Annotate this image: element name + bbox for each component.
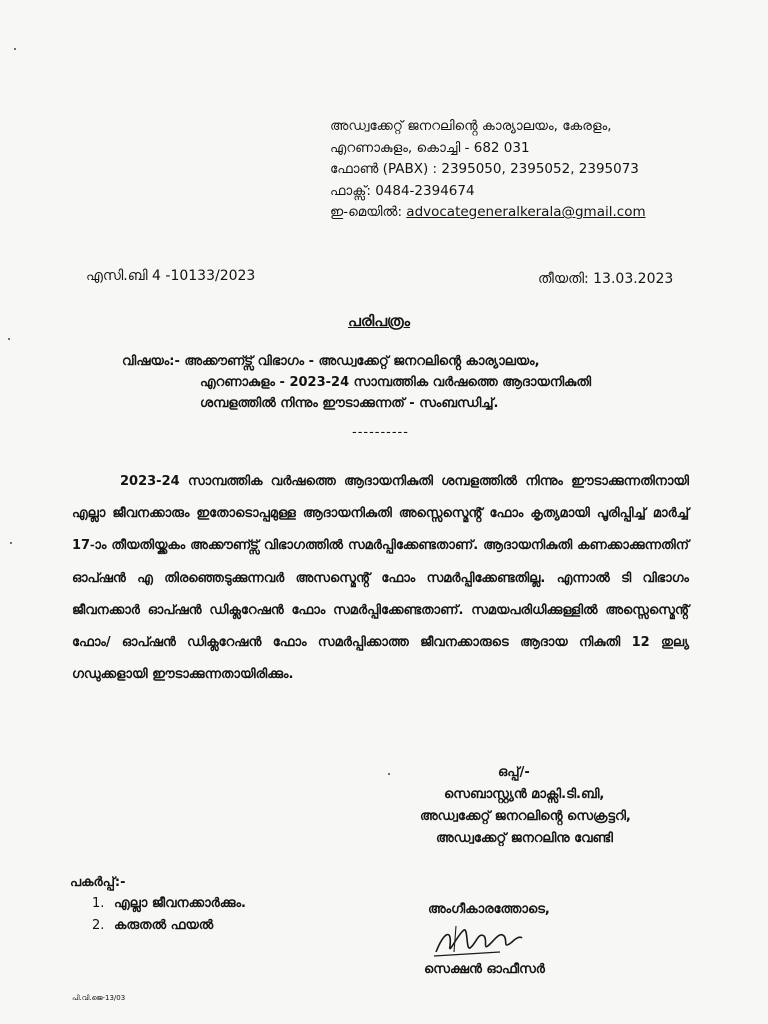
scan-speck bbox=[388, 773, 390, 775]
subject-label: വിഷയം:- bbox=[122, 354, 180, 369]
list-item-text: എല്ലാ ജീവനക്കാർക്കും. bbox=[114, 896, 246, 911]
subject-line-3: ശമ്പളത്തിൽ നിന്നും ഈടാക്കുന്നത് - സംബന്ധിച്ച്. bbox=[200, 396, 499, 411]
copy-heading: പകർപ്പ്:- bbox=[70, 875, 126, 890]
signed-mark: ഒപ്പ്/- bbox=[498, 765, 530, 780]
signatory-on-behalf: അഡ്വക്കേറ്റ് ജനറലിനു വേണ്ടി bbox=[436, 831, 613, 846]
office-fax: ഫാക്സ്: 0484-2394674 bbox=[330, 182, 475, 199]
email-link[interactable]: advocategeneralkerala@gmail.com bbox=[406, 204, 646, 220]
list-item-text: കരുതൽ ഫയൽ bbox=[114, 918, 214, 933]
subject-separator: ---------- bbox=[352, 425, 409, 440]
scan-speck bbox=[14, 48, 16, 50]
office-address-block bbox=[330, 116, 646, 224]
list-item bbox=[92, 893, 246, 915]
list-item bbox=[92, 915, 246, 937]
scan-speck bbox=[10, 542, 12, 544]
approval-text: അംഗീകാരത്തോടെ, bbox=[428, 902, 550, 917]
document-title: പരിപത്രം bbox=[348, 312, 410, 330]
signatory-designation: അഡ്വക്കേറ്റ് ജനറലിൻ്റെ സെക്രട്ടറി, bbox=[420, 809, 631, 824]
subject-block bbox=[122, 351, 591, 414]
list-item-number: 1. bbox=[92, 896, 105, 911]
document-date: തീയതി: 13.03.2023 bbox=[538, 271, 674, 287]
section-officer-label: സെക്ഷൻ ഓഫീസർ bbox=[424, 962, 545, 977]
copy-list bbox=[92, 893, 246, 937]
signatory-name: സെബാസ്റ്റ്യൻ മാക്സി.ടി.ബി, bbox=[444, 787, 605, 802]
body-paragraph: 2023-24 സാമ്പത്തിക വർഷത്തെ ആദായനികുതി ശമ്പളത്തിൽ നിന്നും ഈടാക്കുന്നതിനായി എല്ലാ ജീവനക്കാരും ഇതോടൊപ്പമുള്ള ആദായനികുതി അസ്സെസ്മെൻ്റ് ഫോം കൃത്യമായി പൂരിപ്പിച്ച് മാർച്ച് 17-ാം തീയതിയ്ക്കകം അക്കൗണ്ട്സ് വിഭാഗത്തിൽ സമർപ്പിക്കേണ്ടതാണ്. ആദായനികുതി കണക്കാക്കുന്നതിന് ഓപ്ഷൻ എ തിരഞ്ഞെടുക്കുന്നവർ അസസ്മെൻ്റ് ഫോം സമർപ്പിക്കേണ്ടതില്ല. എന്നാൽ ടി വിഭാഗം ജീവനക്കാർ ഓപ്ഷൻ ഡിക്ലറേഷൻ ഫോം സമർപ്പിക്കേണ്ടതാണ്. സമയപരിധിക്കുള്ളിൽ അസ്സെസ്മെൻ്റ് ഫോം/ ഓപ്ഷൻ ഡിക്ലറേഷൻ ഫോം സമർപ്പിക്കാത്ത ജീവനക്കാരുടെ ആദായ നികുതി 12 തുല്യ ഗഡുക്കളായി ഈടാക്കുന്നതായിരിക്കും. bbox=[72, 474, 689, 683]
email-label: ഇ-മെയിൽ: bbox=[330, 204, 407, 220]
office-email-line bbox=[330, 202, 646, 224]
list-item-number: 2. bbox=[92, 918, 105, 933]
signature-block bbox=[420, 762, 631, 850]
reference-number: എസി.ബി 4 -10133/2023 bbox=[86, 268, 256, 284]
handwritten-signature bbox=[430, 922, 526, 960]
office-location: എറണാകുളം, കൊച്ചി - 682 031 bbox=[330, 139, 530, 156]
scan-speck bbox=[8, 338, 10, 340]
footer-code: പി.വി.ജെ-13/03 bbox=[72, 994, 126, 1002]
subject-line-1: അക്കൗണ്ട്സ് വിഭാഗം - അഡ്വക്കേറ്റ് ജനറലിൻ്റെ കാര്യാലയം, bbox=[184, 354, 540, 369]
office-name: അഡ്വക്കേറ്റ് ജനറലിൻ്റെ കാര്യാലയം, കേരളം, bbox=[330, 118, 612, 134]
office-phone: ഫോൺ (PABX) : 2395050, 2395052, 2395073 bbox=[330, 161, 639, 177]
subject-line-2: എറണാകുളം - 2023-24 സാമ്പത്തിക വർഷത്തെ ആദായനികുതി bbox=[200, 375, 592, 390]
circular-body bbox=[72, 466, 689, 691]
